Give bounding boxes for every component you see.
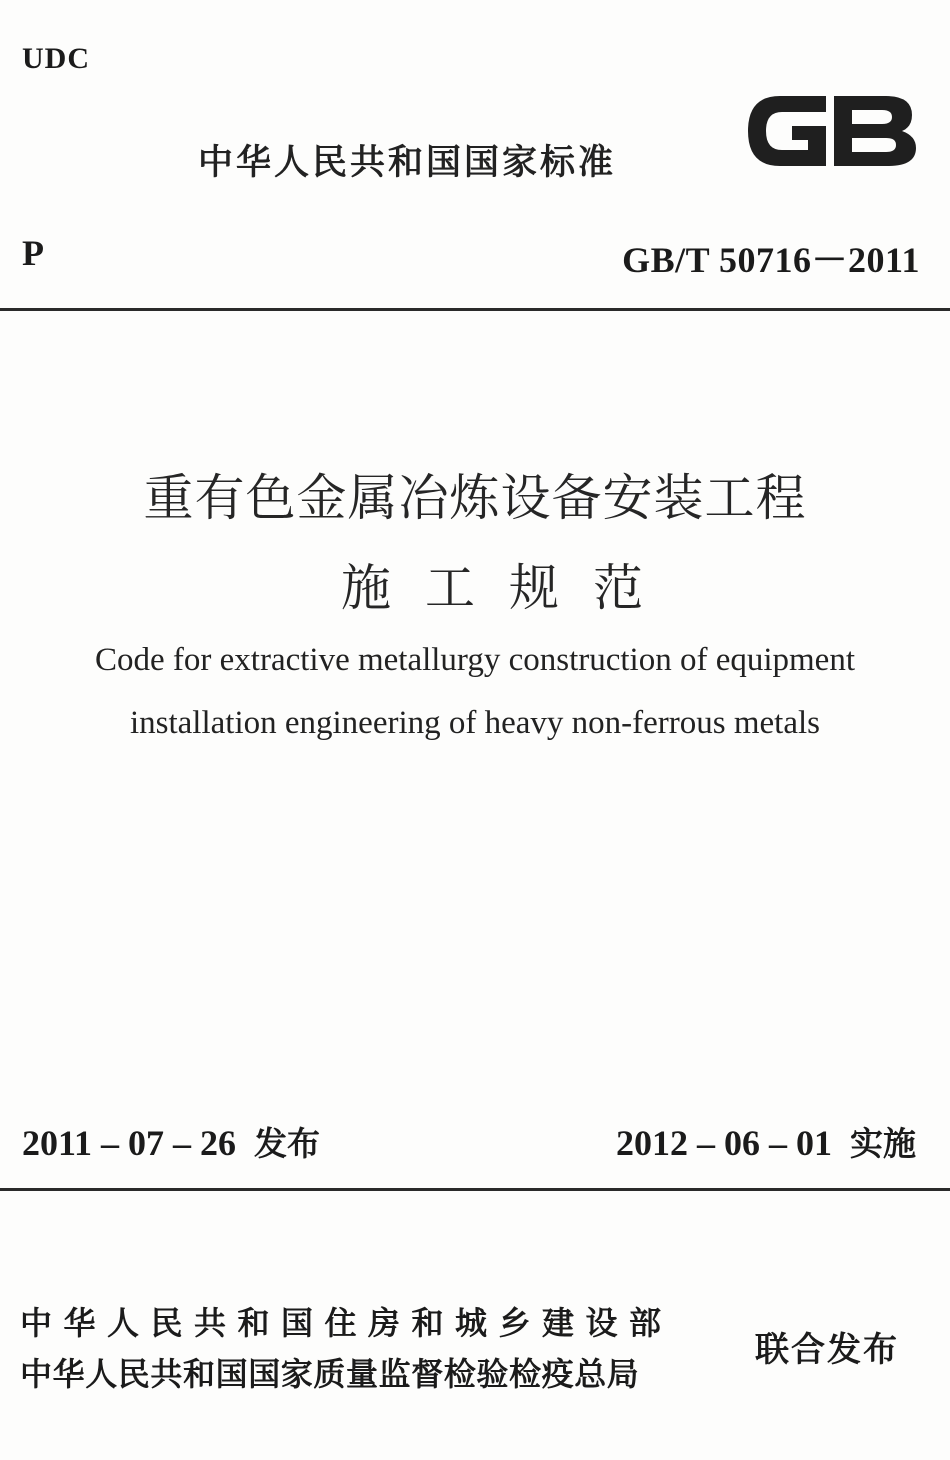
- publisher-aqsiq: 中华人民共和国国家质量监督检验检疫总局: [20, 1355, 640, 1393]
- title-chinese-line1: 重有色金属冶炼设备安装工程: [143, 469, 807, 527]
- classification-code: P: [22, 233, 44, 273]
- effective-label: 实施: [850, 1124, 916, 1163]
- standard-type: 中华人民共和国国家标准: [198, 143, 617, 183]
- title-english-line1: Code for extractive metallurgy construction of equipment: [95, 642, 855, 678]
- issue-date: 2011 – 07 – 26: [22, 1123, 237, 1163]
- effective-date: 2012 – 06 – 01: [616, 1123, 832, 1163]
- title-english-line2: installation engineering of heavy non-ferrous metals: [129, 705, 821, 741]
- bottom-divider: [0, 1188, 950, 1191]
- standard-number: GB/T 50716－2011: [622, 240, 920, 280]
- gb-logo: [740, 82, 922, 180]
- effective-date-block: [616, 1118, 916, 1165]
- issue-label: 发布: [254, 1124, 321, 1163]
- title-chinese-line2: 施工规范: [341, 559, 677, 617]
- top-divider: [0, 308, 950, 311]
- publisher-ministry: 中华人民共和国住房和城乡建设部: [20, 1304, 673, 1342]
- issue-date-block: [22, 1118, 320, 1165]
- joint-publish-label: 联合发布: [755, 1330, 899, 1370]
- udc-label: UDC: [22, 42, 90, 75]
